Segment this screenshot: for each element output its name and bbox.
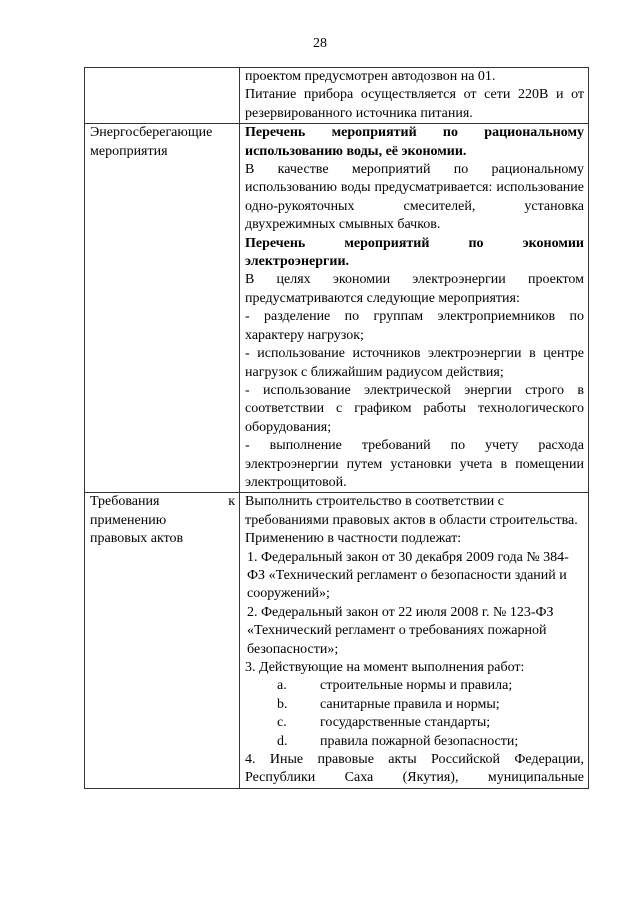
- requirements-label-line2: применению: [90, 512, 167, 528]
- law-item-1: 1. Федеральный закон от 30 декабря 2009 года № 384-ФЗ «Технический регламент о безопасности зданий и сооружений»;: [247, 549, 569, 602]
- page-number: 28: [313, 36, 327, 51]
- list-item-text: санитарные правила и нормы;: [320, 696, 500, 712]
- list-item-letter: c.: [277, 715, 287, 731]
- requirements-label-preposition: к: [228, 494, 235, 510]
- row-label-cell: Энергосберегающие мероприятия: [85, 124, 240, 493]
- list-item-letter: d.: [277, 733, 288, 749]
- energy-measures-heading: Перечень мероприятий по экономии электроэнергии.: [245, 235, 584, 270]
- law-item-2: 2. Федеральный закон от 22 июля 2008 г. № 123-ФЗ «Технический регламент о требованиях пожарной безопасности»;: [247, 604, 554, 657]
- list-item: - выполнение требований по учету расхода электроэнергии путем установки учета в помещении электрощитовой.: [245, 438, 584, 490]
- power-supply-text: Питание прибора осуществляется от сети 220В и от резервированного источника питания.: [245, 87, 584, 121]
- table-row: [85, 68, 589, 124]
- law-item-4: 4. Иные правовые акты Российской Федерации, Республики Саха (Якутия), муниципальные: [245, 752, 584, 786]
- water-measures-heading: Перечень мероприятий по рациональному использованию воды, её экономии.: [245, 125, 584, 159]
- energy-measures-intro: В целях экономии электроэнергии проектом предусматриваются следующие мероприятия:: [245, 272, 584, 306]
- row-label-cell: [85, 493, 240, 789]
- list-item: - использование электрической энергии строго в соответствии с графиком работы технологического оборудования;: [245, 382, 584, 435]
- list-item: - использование источников электроэнергии в центре нагрузок с ближайшим радиусом действия;: [245, 346, 584, 380]
- row-text-cell: [240, 68, 589, 124]
- list-item: [245, 677, 584, 695]
- water-measures-text: В качестве мероприятий по рациональному использованию воды предусматривается: использование одно-рукояточных смесителей, установка двухрежимных смывных бачков.: [245, 162, 584, 233]
- row-text-cell: [240, 493, 589, 789]
- requirements-label: Требования: [90, 494, 160, 510]
- list-item: - разделение по группам электроприемников по характеру нагрузок;: [245, 309, 584, 343]
- table-row: [85, 124, 589, 493]
- requirements-label-line3: правовых актов: [90, 531, 184, 547]
- list-item-text: правила пожарной безопасности;: [320, 733, 519, 749]
- list-item-letter: a.: [277, 678, 287, 694]
- list-item-text: государственные стандарты;: [320, 715, 491, 731]
- law-item-3: 3. Действующие на момент выполнения работ:: [245, 660, 525, 675]
- legal-requirements-intro: Выполнить строительство в соответствии с требованиями правовых актов в области строительства. Применению в частности подлежат:: [245, 494, 578, 547]
- list-item: [245, 714, 584, 732]
- table-row: [85, 493, 589, 789]
- list-item: [245, 733, 584, 751]
- autodial-text: проектом предусмотрен автодозвон на 01.: [245, 69, 496, 84]
- row-text-cell: [240, 124, 589, 493]
- list-item-letter: b.: [277, 696, 288, 712]
- document-table: [84, 67, 589, 789]
- list-item-text: строительные нормы и правила;: [320, 678, 513, 694]
- row-label-cell: [85, 68, 240, 124]
- list-item: [245, 696, 584, 714]
